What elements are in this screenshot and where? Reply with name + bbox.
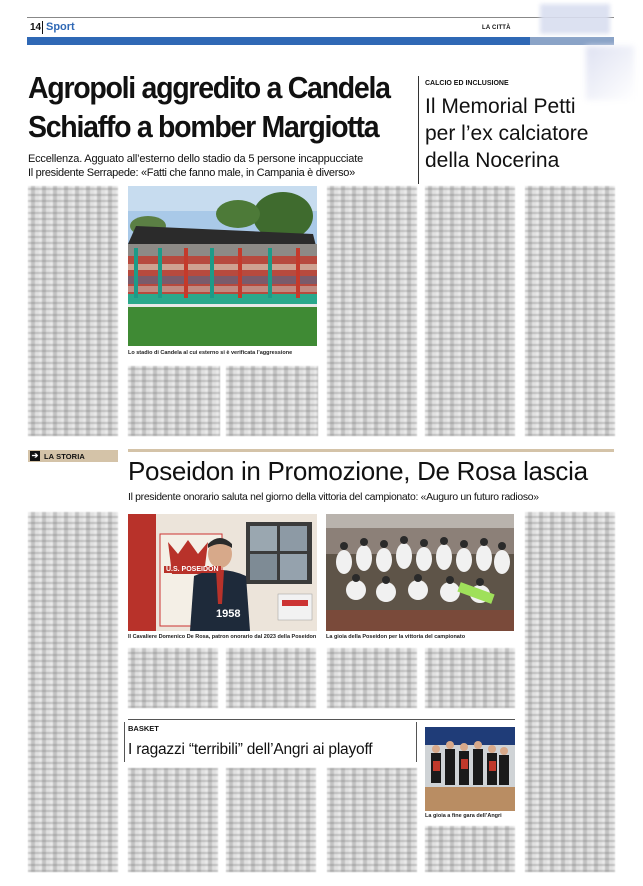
- basket-kicker: BASKET: [128, 724, 159, 733]
- page-number-divider: [42, 21, 43, 34]
- corner-blur-mark-2: [586, 46, 634, 100]
- section-label: Sport: [46, 21, 75, 33]
- section-divider: [128, 449, 614, 452]
- blurred-text-column: [525, 186, 615, 436]
- stadium-image: [128, 186, 317, 346]
- main-title-line2: Schiaffo a bomber Margiotta: [28, 109, 379, 144]
- poseidon-title: Poseidon in Promozione, De Rosa lascia: [128, 456, 588, 486]
- angri-photo: [425, 727, 515, 811]
- side-kicker: CALCIO ED INCLUSIONE: [425, 80, 509, 87]
- poseidon-subtitle: Il presidente onorario saluta nel giorno della vittoria del campionato: «Auguro un futuro radioso»: [128, 492, 539, 503]
- page-number: 14: [30, 22, 42, 33]
- column-divider: [418, 76, 419, 184]
- blurred-text-column: [226, 768, 316, 872]
- arrow-icon: ➔: [31, 451, 39, 460]
- blurred-text-column: [226, 366, 318, 436]
- masthead: LA CITTÀ: [482, 25, 511, 31]
- poseidon-sign-year: 1958: [216, 608, 241, 620]
- side-title-line2: per l’ex calciatore: [425, 122, 589, 145]
- blurred-text-column: [226, 648, 316, 708]
- basket-title: I ragazzi “terribili” dell’Angri ai playoff: [128, 741, 373, 758]
- side-title-line3: della Nocerina: [425, 149, 560, 172]
- de-rosa-photo: [128, 514, 317, 631]
- poseidon-sign: U.S. POSEIDON: [166, 566, 219, 573]
- stadium-photo: [128, 186, 317, 346]
- la-storia-tag: [28, 450, 118, 462]
- de-rosa-photo-caption: Il Cavaliere Domenico De Rosa, patron onorario dal 2023 della Poseidon: [128, 634, 317, 640]
- team-image: [326, 514, 514, 631]
- side-title-line1: Il Memorial Petti: [425, 95, 576, 118]
- poseidon-team-photo: [326, 514, 514, 631]
- basket-box-top-rule: [128, 719, 515, 720]
- main-subtitle-line1: Eccellenza. Agguato all’esterno dello stadio da 5 persone incappucciate: [28, 153, 363, 165]
- basket-box-right-rule: [416, 722, 417, 762]
- main-subtitle-line2: Il presidente Serrapede: «Fatti che fanno male, in Campania è diverso»: [28, 167, 355, 179]
- corner-blur-mark: [540, 4, 610, 34]
- angri-photo-caption: La gioia a fine gara dell’Angri: [425, 813, 502, 819]
- la-storia-label: LA STORIA: [44, 452, 85, 461]
- blurred-text-column: [28, 186, 118, 436]
- angri-image: [425, 727, 515, 811]
- stadium-photo-caption: Lo stadio di Candela al cui esterno si è verificata l’aggressione: [128, 350, 293, 356]
- header-top-rule: [27, 17, 614, 18]
- blurred-text-column: [425, 826, 515, 872]
- blurred-text-column: [128, 648, 218, 708]
- main-title-line1: Agropoli aggredito a Candela: [28, 70, 390, 105]
- team-photo-caption: La gioia della Poseidon per la vittoria del campionato: [326, 634, 466, 640]
- blurred-text-column: [128, 366, 220, 436]
- header-bar: [27, 37, 614, 45]
- blurred-text-column: [28, 512, 118, 872]
- blurred-text-column: [425, 648, 515, 708]
- blurred-text-column: [425, 186, 515, 436]
- basket-box-left-rule: [124, 722, 125, 762]
- blurred-text-column: [327, 768, 417, 872]
- header-bar-light: [530, 37, 614, 45]
- blurred-text-column: [525, 512, 615, 872]
- blurred-text-column: [327, 186, 417, 436]
- blurred-text-column: [327, 648, 417, 708]
- blurred-text-column: [128, 768, 218, 872]
